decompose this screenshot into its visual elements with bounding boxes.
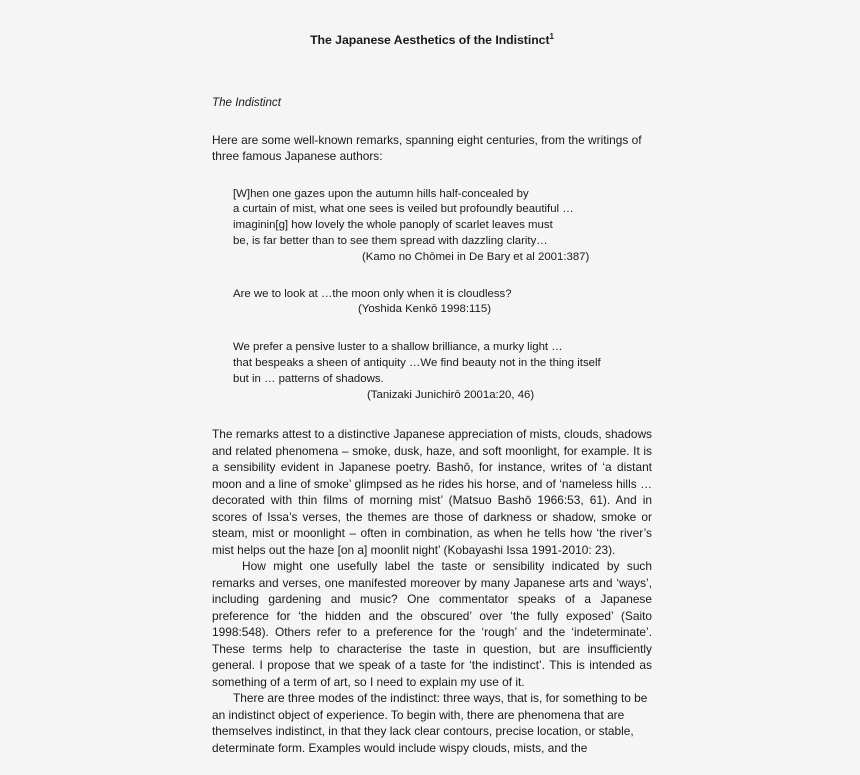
quote-line: [W]hen one gazes upon the autumn hills half-concealed by xyxy=(233,187,529,200)
blockquote-kamo-no-chomei xyxy=(212,165,652,266)
quote-line: Are we to look at …the moon only when it is cloudless? xyxy=(233,287,512,300)
body-paragraph: There are three modes of the indistinct: three ways, that is, for something to be an indistinct object of experience. To begin with, there are phenomena that are themselves indistinct, in that they lack clear contours, precise location, or stable, determinate form. Examples would include wispy clouds, mists, and the xyxy=(212,691,648,755)
page-title-text: The Japanese Aesthetics of the Indistinct xyxy=(310,33,550,47)
quote-line: that bespeaks a sheen of antiquity …We find beauty not in the thing itself xyxy=(233,357,601,369)
quote-line: a curtain of mist, what one sees is veiled but profoundly beautiful … xyxy=(233,203,574,216)
quote-citation: (Tanizaki Junichirō 2001a:20, 46) xyxy=(367,388,535,401)
quote-line: be, is far better than to see them spread with dazzling clarity… xyxy=(233,235,548,248)
section-heading: The Indistinct xyxy=(212,95,281,109)
blockquote-yoshida-kenko xyxy=(212,266,652,319)
body-paragraph: The remarks attest to a distinctive Japanese appreciation of mists, clouds, shadows and related phenomena – smoke, dusk, haze, and soft moonlight, for example. It is a sensibility evident in Japanese poetry. Bashō, for instance, writes of ‘a distant moon and a line of smoke’ glimpsed as he rides his horse, and of ‘nameless hills … decorated with thin films of morning mist’ (Matsuo Bashō 1966:53, 61). And in scores of Issa’s verses, the themes are those of darkness or shadow, smoke or steam, mist or moonlight – often in combination, as when he tells how ‘the river’s mist helps out the haze [on a] moonlit night’ (Kobayashi Issa 1991-2010: 23). xyxy=(212,427,652,557)
body-paragraph: How might one usefully label the taste or sensibility indicated by such remarks and verses, one manifested moreover by many Japanese arts and ‘ways’, including gardening and music? One commentator speaks of a Japanese preference for ‘the hidden and the obscured’ over ‘the fully exposed’ (Saito 1998:548). Others refer to a preference for the ‘rough’ and the ‘indeterminate’. These terms help to characterise the taste in question, but are insufficiently general. I propose that we speak of a taste for ‘the indistinct’. This is intended as something of a term of art, so I need to explain my use of it. xyxy=(212,559,652,689)
quote-citation: (Kamo no Chōmei in De Bary et al 2001:387) xyxy=(362,250,590,263)
page-title xyxy=(212,0,652,48)
intro-paragraph: Here are some well-known remarks, spanning eight centuries, from the writings of three famous Japanese authors: xyxy=(212,132,642,164)
body-text-block xyxy=(212,403,652,756)
quote-line: imaginin[g] how lovely the whole panoply of scarlet leaves must xyxy=(233,219,553,232)
quote-line: but in … patterns of shadows. xyxy=(233,372,384,385)
title-footnote-marker: 1 xyxy=(549,31,554,41)
blockquote-tanizaki-junichiro xyxy=(212,318,652,403)
quote-line: We prefer a pensive luster to a shallow brilliance, a murky light … xyxy=(233,341,563,354)
page-content xyxy=(212,0,652,756)
quote-citation: (Yoshida Kenkō 1998:115) xyxy=(358,303,491,316)
